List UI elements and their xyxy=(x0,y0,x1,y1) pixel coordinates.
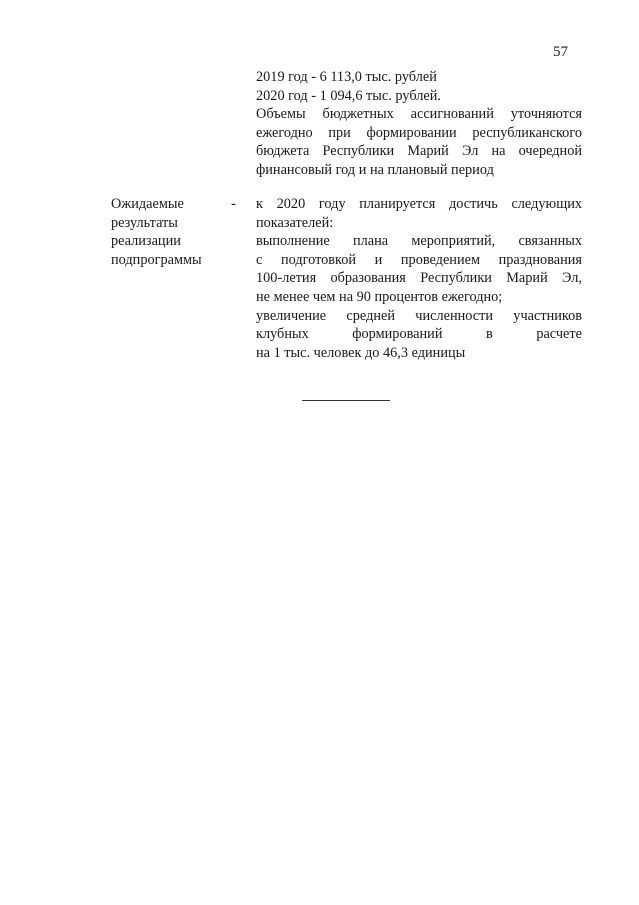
funding-line-2019: 2019 год - 6 113,0 тыс. рублей xyxy=(256,69,437,85)
results-label-line: подпрограммы xyxy=(111,251,202,268)
funding-block xyxy=(256,68,582,180)
results-label-line: реализации xyxy=(111,233,181,250)
results-text-line: на 1 тыс. человек до 46,3 единицы xyxy=(256,344,466,361)
funding-note-line: Объемы бюджетных ассигнований уточняются xyxy=(256,106,582,123)
results-text-line: с подготовкой и проведением празднования xyxy=(256,251,582,268)
funding-note-line: бюджета Республики Марий Эл на очередной xyxy=(256,143,582,160)
results-text-block xyxy=(256,195,582,362)
results-text-line: 100-летия образования Республики Марий Эл, xyxy=(256,270,582,287)
funding-note-line: ежегодно при формировании республиканского xyxy=(256,124,582,141)
results-label xyxy=(111,195,202,269)
results-text-line: клубных формирований в расчете xyxy=(256,326,582,343)
results-label-line: Ожидаемые xyxy=(111,196,184,212)
results-text-line: выполнение плана мероприятий, связанных xyxy=(256,233,582,250)
results-text-line: не менее чем на 90 процентов ежегодно; xyxy=(256,288,503,305)
page-number: 57 xyxy=(553,44,568,60)
results-text-line: увеличение средней численности участников xyxy=(256,307,582,324)
closing-rule xyxy=(302,400,390,401)
results-dash: - xyxy=(231,196,236,212)
results-label-line: результаты xyxy=(111,214,178,231)
results-text-line: показателей: xyxy=(256,214,334,231)
results-text-line: к 2020 году планируется достичь следующих xyxy=(256,196,582,212)
funding-line-2020: 2020 год - 1 094,6 тыс. рублей. xyxy=(256,87,441,104)
funding-note-line: финансовый год и на плановый период xyxy=(256,161,494,178)
